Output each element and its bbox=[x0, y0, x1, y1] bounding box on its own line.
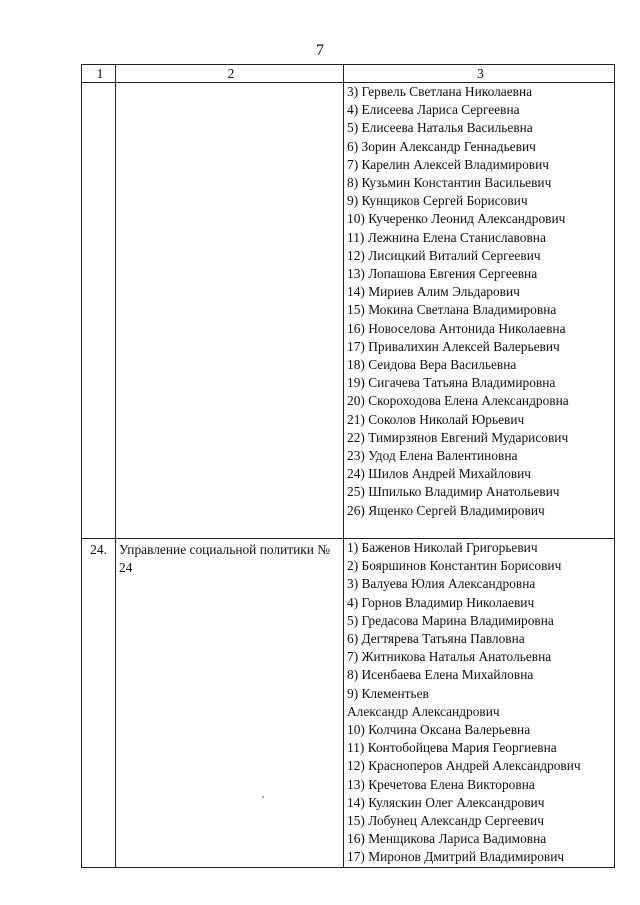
list-item: 9) Клементьев bbox=[347, 685, 429, 701]
list-item: 11) Лежнина Елена Станиславовна bbox=[347, 229, 546, 245]
list-item: 5) Елисеева Наталья Васильевна bbox=[347, 120, 533, 136]
list-item: 22) Тимирзянов Евгений Мударисович bbox=[347, 429, 569, 445]
list-item: 6) Дегтярева Татьяна Павловна bbox=[347, 631, 525, 647]
row-number bbox=[82, 83, 116, 539]
row-number: 24. bbox=[82, 539, 116, 868]
list-item: 3) Валуева Юлия Александровна bbox=[347, 576, 536, 592]
organization-name: Управление социальной политики № 24 bbox=[116, 539, 344, 868]
list-item: 19) Сигачева Татьяна Владимировна bbox=[347, 375, 556, 391]
list-item: 6) Зорин Александр Геннадьевич bbox=[347, 138, 536, 154]
list-item: 14) Мириев Алим Эльдарович bbox=[347, 284, 520, 300]
list-item: 13) Лопашова Евгения Сергеевна bbox=[347, 266, 538, 282]
list-item: 7) Карелин Алексей Владимирович bbox=[347, 156, 550, 172]
list-item: 1) Баженов Николай Григорьевич bbox=[347, 540, 538, 555]
list-item: 8) Кузьмин Константин Васильевич bbox=[347, 175, 552, 191]
list-item: 15) Лобунец Александр Сергеевич bbox=[347, 813, 544, 829]
list-item: 4) Елисеева Лариса Сергеевна bbox=[347, 102, 520, 118]
table-row bbox=[82, 539, 615, 868]
list-item: 10) Кучеренко Леонид Александрович bbox=[347, 211, 566, 227]
list-item: 8) Исенбаева Елена Михайловна bbox=[347, 667, 534, 683]
list-item-continuation: Александр Александрович bbox=[347, 703, 500, 719]
list-item: 21) Соколов Николай Юрьевич bbox=[347, 411, 525, 427]
list-item: 25) Шпилько Владимир Анатольевич bbox=[347, 484, 560, 500]
list-item: 16) Менщикова Лариса Вадимовна bbox=[347, 831, 547, 847]
organization-name bbox=[116, 83, 344, 539]
list-item: 17) Миронов Дмитрий Владимирович bbox=[347, 849, 565, 865]
list-item: 14) Куляскин Олег Александрович bbox=[347, 794, 545, 810]
scan-speck bbox=[262, 796, 264, 798]
list-item: 2) Бояршинов Константин Борисович bbox=[347, 558, 562, 574]
list-item: 9) Кунщиков Сергей Борисович bbox=[347, 193, 528, 209]
column-header-organization: 2 bbox=[116, 65, 344, 83]
table-row bbox=[82, 83, 615, 539]
list-item: 3) Гервель Светлана Николаевна bbox=[347, 84, 533, 99]
list-item: 24) Шилов Андрей Михайлович bbox=[347, 466, 532, 482]
list-item: 13) Кречетова Елена Викторовна bbox=[347, 776, 535, 792]
list-item: 12) Лисицкий Виталий Сергеевич bbox=[347, 247, 541, 263]
page-number: 7 bbox=[316, 42, 324, 59]
list-item: 12) Красноперов Андрей Александрович bbox=[347, 758, 581, 774]
column-header-names: 3 bbox=[344, 65, 615, 83]
list-item: 15) Мокина Светлана Владимировна bbox=[347, 302, 557, 318]
list-item: 16) Новоселова Антонида Николаевна bbox=[347, 320, 566, 336]
column-header-number: 1 bbox=[82, 65, 116, 83]
list-item: 20) Скороходова Елена Александровна bbox=[347, 393, 569, 409]
list-item: 23) Удод Елена Валентиновна bbox=[347, 448, 518, 464]
list-item: 11) Контобойцева Мария Георгиевна bbox=[347, 740, 557, 756]
personnel-table bbox=[81, 64, 615, 868]
names-list bbox=[344, 539, 615, 868]
list-item: 10) Колчина Оксана Валерьевна bbox=[347, 722, 531, 738]
names-list bbox=[344, 83, 615, 539]
list-item: 26) Ященко Сергей Владимирович bbox=[347, 502, 545, 518]
list-item: 4) Горнов Владимир Николаевич bbox=[347, 594, 535, 610]
list-item: 18) Сеидова Вера Васильевна bbox=[347, 357, 517, 373]
list-item: 5) Гредасова Марина Владимировна bbox=[347, 612, 554, 628]
list-item: 17) Привалихин Алексей Валерьевич bbox=[347, 338, 560, 354]
table-header-row bbox=[82, 65, 615, 83]
list-item: 7) Житникова Наталья Анатольевна bbox=[347, 649, 552, 665]
